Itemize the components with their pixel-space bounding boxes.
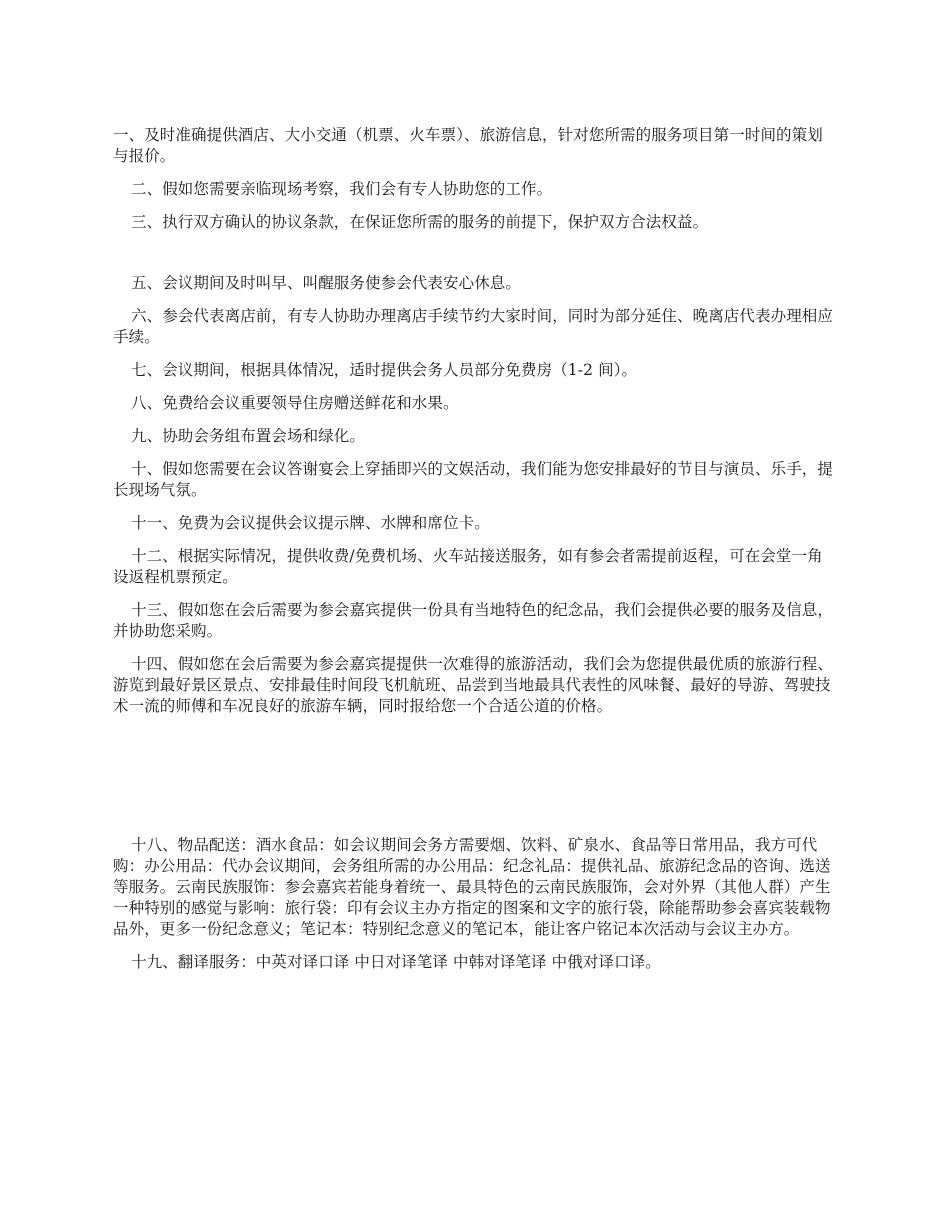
paragraph-11: 十一、免费为会议提供会议提示牌、水牌和席位卡。 xyxy=(131,514,490,532)
paragraph-7: 七、会议期间，根据具体情况，适时提供会务人员部分免费房（1-2 间）。 xyxy=(131,361,638,379)
paragraph-18: 十八、物品配送：酒水食品：如会议期间会务方需要烟、饮料、矿泉水、食品等日常用品，我方可代购：办公用品：代办会议期间，会务组所需的办公用品：纪念礼品：提供礼品、旅游纪念品的咨询、选送等服务。云南民族服饰：参会嘉宾若能身着统一、最具特色的云南民族服饰，会对外界（其他人群）产生一种特别的感觉与影响：旅行袋：印有会议主办方指定的图案和文字的旅行袋，除能帮助参会喜宾装载物品外，更多一份纪念意义；笔记本：特别纪念意义的笔记本，能让客户铭记本次活动与会议主办方。 xyxy=(113,836,831,938)
paragraph-14: 十四、假如您在会后需要为参会嘉宾提提供一次难得的旅游活动，我们会为您提供最优质的旅游行程、游览到最好景区景点、安排最佳时间段飞机航班、品尝到当地最具代表性的风味餐、最好的导游、驾驶技术一流的师傅和车况良好的旅游车辆，同时报给您一个合适公道的价格。 xyxy=(113,655,834,715)
paragraph-2: 二、假如您需要亲临现场考察，我们会有专人协助您的工作。 xyxy=(131,180,553,198)
paragraph-13: 十三、假如您在会后需要为参会嘉宾提供一份具有当地特色的纪念品，我们会提供必要的服务及信息，并协助您采购。 xyxy=(113,601,834,640)
paragraph-6: 六、参会代表离店前，有专人协助办理离店手续节约大家时间，同时为部分延住、晚离店代表办理相应手续。 xyxy=(113,307,834,346)
paragraph-8: 八、免费给会议重要领导住房赠送鲜花和水果。 xyxy=(131,394,459,412)
paragraph-19: 十九、翻译服务：中英对译口译 中日对译笔译 中韩对译笔译 中俄对译口译。 xyxy=(131,953,661,971)
paragraph-10: 十、假如您需要在会议答谢宴会上穿插即兴的文娱活动，我们能为您安排最好的节目与演员、乐手，提长现场气氛。 xyxy=(113,460,834,499)
document-body xyxy=(113,125,838,985)
paragraph-9: 九、协助会务组布置会场和绿化。 xyxy=(131,427,366,445)
paragraph-12: 十二、根据实际情况，提供收费/免费机场、火车站接送服务，如有参会者需提前返程，可在会堂一角设返程机票预定。 xyxy=(113,547,823,586)
paragraph-5: 五、会议期间及时叫早、叫醒服务使参会代表安心休息。 xyxy=(131,274,522,292)
paragraph-3: 三、执行双方确认的协议条款，在保证您所需的服务的前提下，保护双方合法权益。 xyxy=(131,213,709,231)
paragraph-1: 一、及时准确提供酒店、大小交通（机票、火车票）、旅游信息，针对您所需的服务项目第一时间的策划与报价。 xyxy=(113,126,823,165)
